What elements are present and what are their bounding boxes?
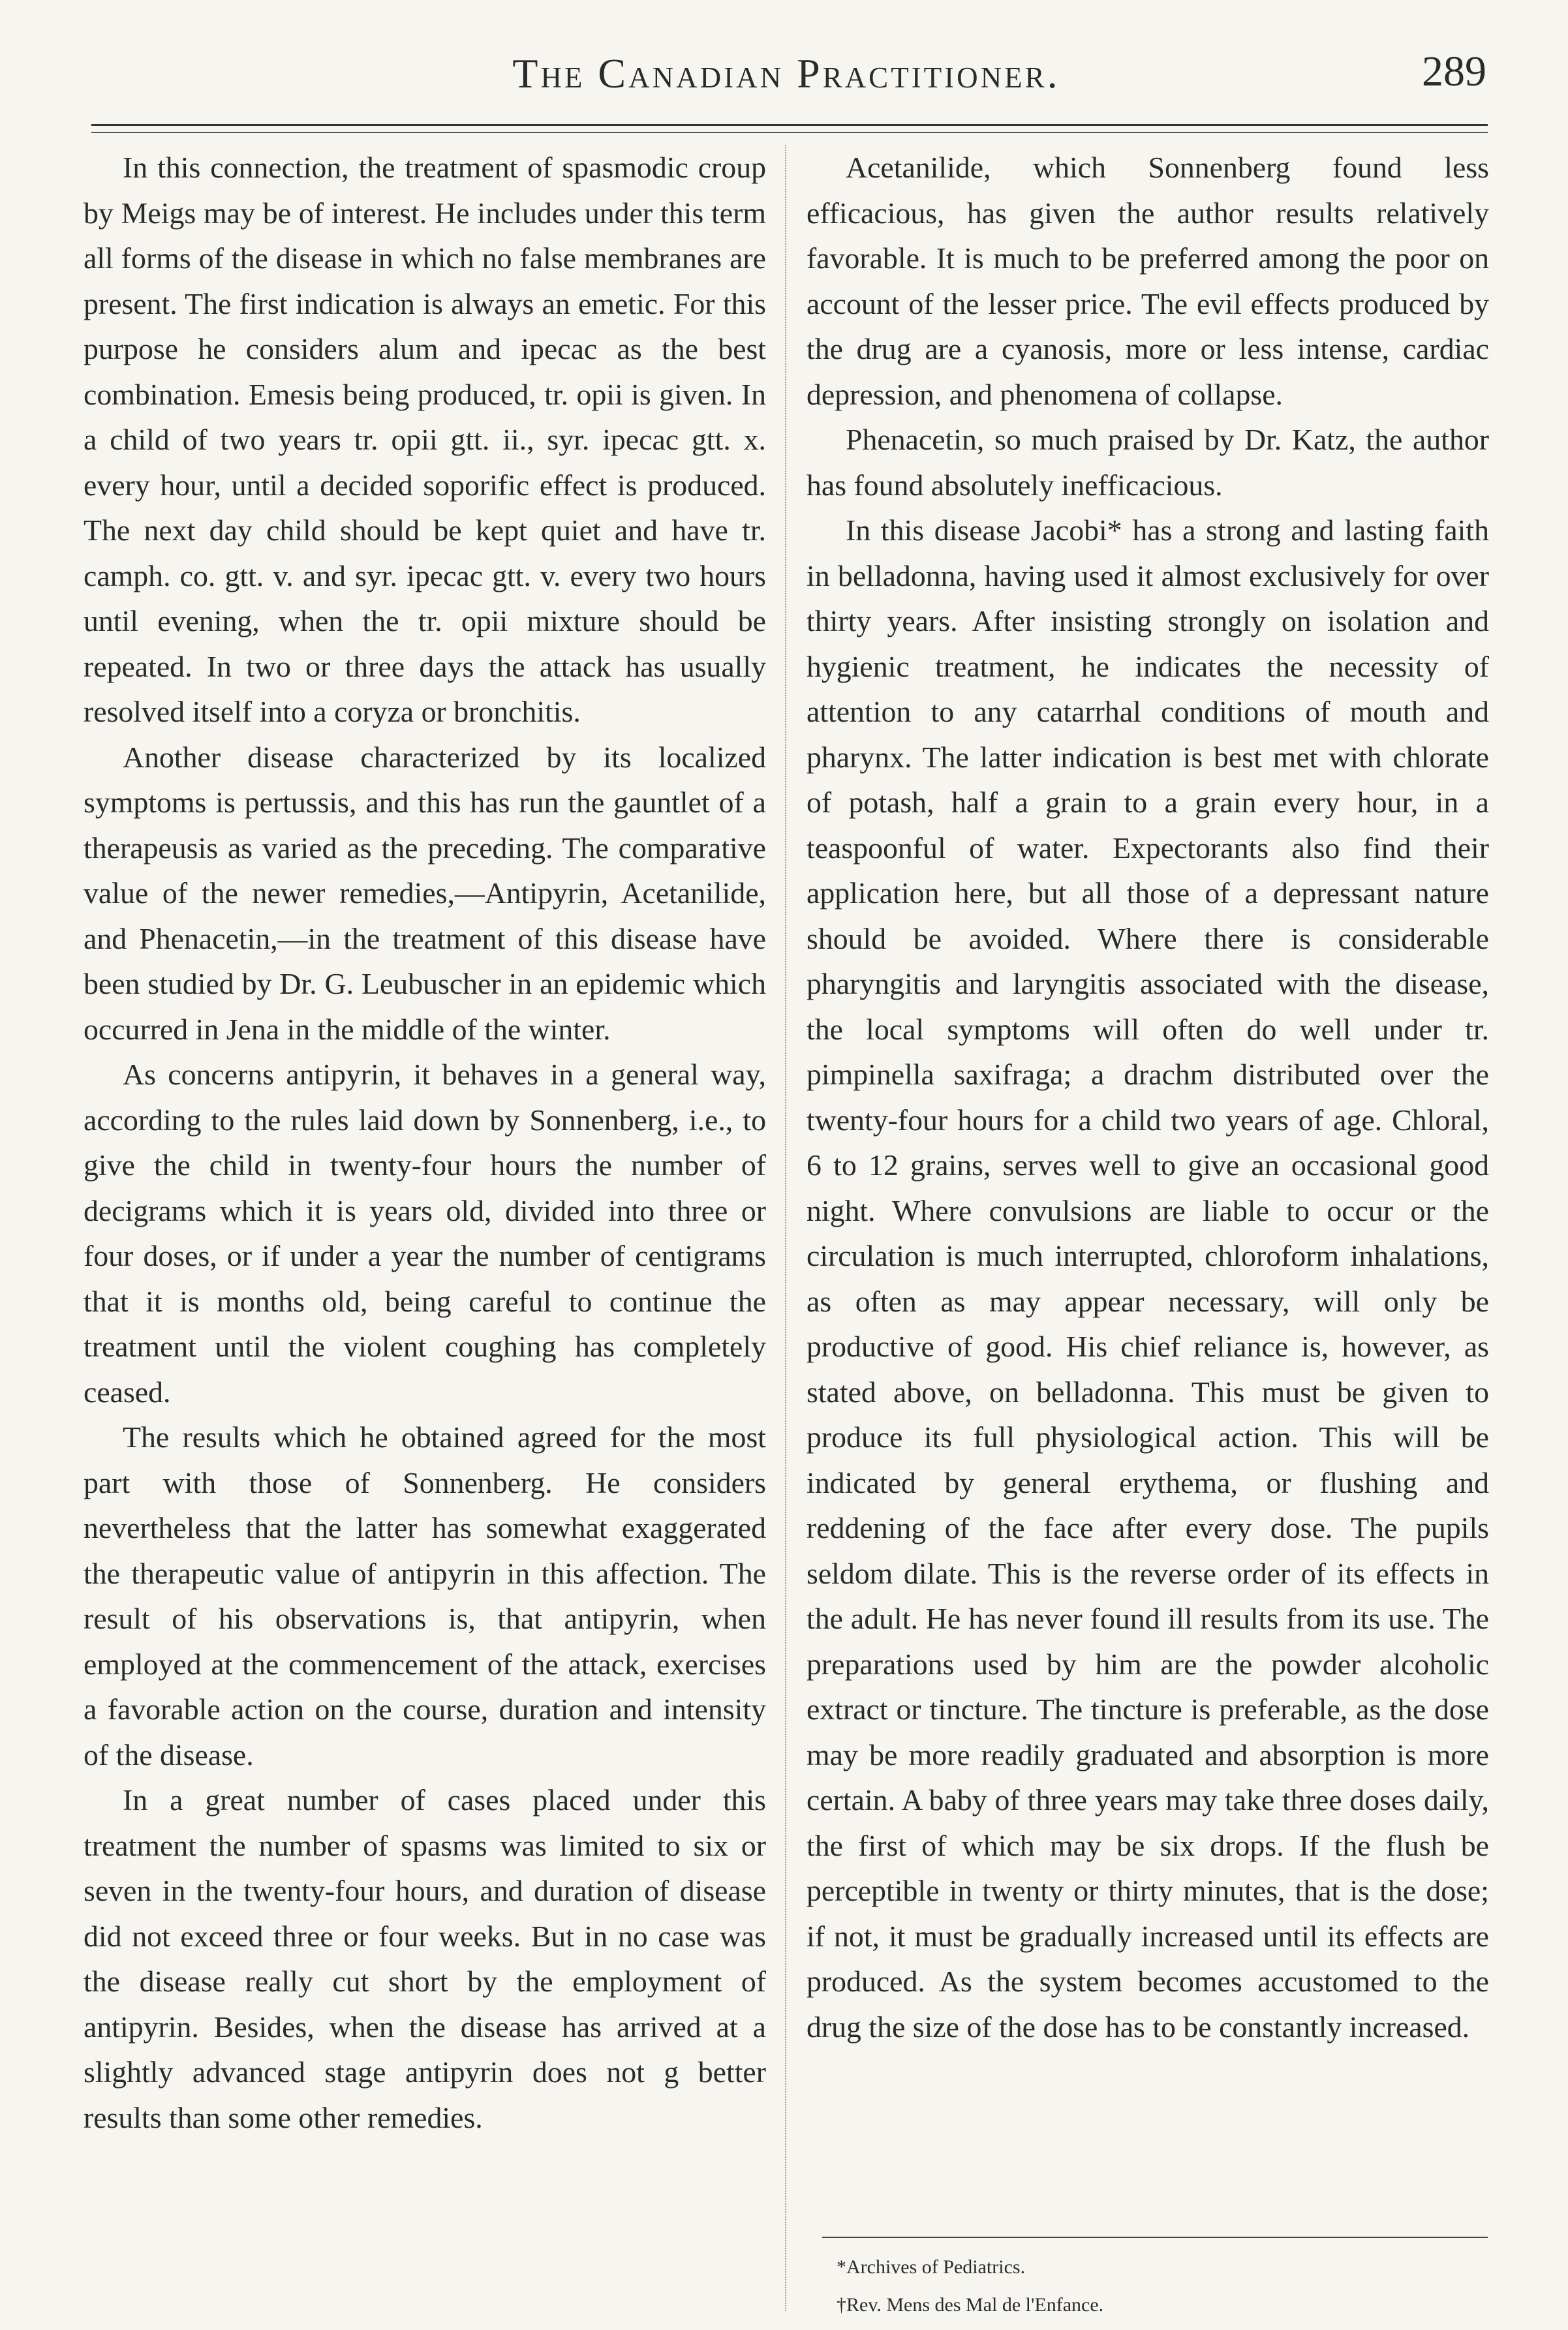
column-divider (785, 145, 786, 2311)
header-rule-secondary (91, 132, 1488, 133)
footnote-archives: *Archives of Pediatrics. (837, 2256, 1026, 2278)
journal-title: The Canadian Practitioner. (512, 50, 1060, 97)
footnotes (837, 2248, 1476, 2324)
paragraph-spasmodic-croup: In this connection, the treatment of spasmodic croup by Meigs may be of interest. He includes under this term all forms of the disease in which no false membranes are present. The first indication is always an emetic. For this purpose he considers alum and ipecac as the best combination. Emesis being produced, tr. opii is given. In a child of two years tr. opii gtt. ii., syr. ipecac gtt. x. every hour, until a decided soporific effect is produced. The next day child should be kept quiet and have tr. camph. co. gtt. v. and syr. ipecac gtt. v. every two hours until evening, when the tr. opii mixture should be repeated. In two or three days the attack has usually resolved itself into a coryza or bronchitis. (84, 151, 766, 728)
paragraph-acetanilide: Acetanilide, which Sonnenberg found less efficacious, has given the author results relatively favorable. It is much to be preferred among the poor on account of the lesser price. The evil effects produced by the drug are a cyanosis, more or less intense, cardiac depression, and phenomena of collapse. (807, 151, 1489, 411)
paragraph-results: The results which he obtained agreed for the most part with those of Sonnenberg. He considers nevertheless that the latter has somewhat exaggerated the therapeutic value of antipyrin in this affection. The result of his observations is, that antipyrin, when employed at the commencement of the attack, exercises a favorable action on the course, duration and intensity of the disease. (84, 1420, 766, 1771)
page-number: 289 (1422, 48, 1486, 95)
left-column (84, 145, 766, 2318)
paragraph-belladonna: In this disease Jacobi* has a strong and lasting faith in belladonna, having used it almost exclusively for over thirty years. After insisting strongly on isolation and hygienic treatment, he indicates the necessity of attention to any catarrhal conditions of mouth and pharynx. The latter indication is best met with chlorate of potash, half a grain to a grain every hour, in a teaspoonful of water. Expectorants also find their application here, but all those of a depressant nature should be avoided. Where there is considerable pharyngitis and laryngitis associated with the disease, the local symptoms will often do well under tr. pimpinella saxifraga; a drachm distributed over the twenty-four hours for a child two years of age. Chloral, 6 to 12 grains, serves well to give an occasional good night. Where convulsions are liable to occur or the circulation is much interrupted, chloroform inhalations, as often as may appear necessary, will only be productive of good. His chief reliance is, however, as stated above, on belladonna. This must be given to produce its full physiological action. This will be indicated by general erythema, or flushing and reddening of the face after every dose. The pupils seldom dilate. This is the reverse order of its effects in the adult. He has never found ill results from its use. The preparations used by him are the powder alcoholic extract or tincture. The tincture is preferable, as the dose may be more readily graduated and absorption is more certain. A baby of three years may take three doses daily, the first of which may be six drops. If the flush be perceptible in twenty or thirty minutes, that is the dose; if not, it must be gradually increased until its effects are produced. As the system becomes accustomed to the drug the size of the dose has to be constantly increased. (807, 514, 1489, 2044)
paragraph-antipyrin-dosage: As concerns antipyrin, it behaves in a general way, according to the rules laid down by Sonnenberg, i.e., to give the child in twenty-four hours the number of decigrams which it is years old, divided into three or four doses, or if under a year the number of centigrams that it is months old, being careful to continue the treatment until the violent coughing has completely ceased. (84, 1058, 766, 1409)
paragraph-pertussis: Another disease characterized by its localized symptoms is pertussis, and this has run the gauntlet of a therapeusis as varied as the preceding. The comparative value of the newer remedies,—Antipyrin, Acetanilide, and Phenacetin,—in the treatment of this disease have been studied by Dr. G. Leubuscher in an epidemic which occurred in Jena in the middle of the winter. (84, 740, 766, 1046)
paragraph-spasm-count: In a great number of cases placed under this treatment the number of spasms was limited to six or seven in the twenty-four hours, and duration of disease did not exceed three or four weeks. But in no case was the disease really cut short by the employment of antipyrin. Besides, when the disease has arrived at a slightly advanced stage antipyrin does not g better results than some other remedies. (84, 1783, 766, 2134)
right-column (807, 145, 1489, 2318)
footnote-revue: †Rev. Mens des Mal de l'Enfance. (837, 2294, 1104, 2316)
footnote-rule (822, 2237, 1488, 2238)
header-rule (91, 124, 1488, 126)
paragraph-phenacetin: Phenacetin, so much praised by Dr. Katz, the author has found absolutely inefficacious. (807, 423, 1489, 502)
page-header (85, 44, 1488, 116)
